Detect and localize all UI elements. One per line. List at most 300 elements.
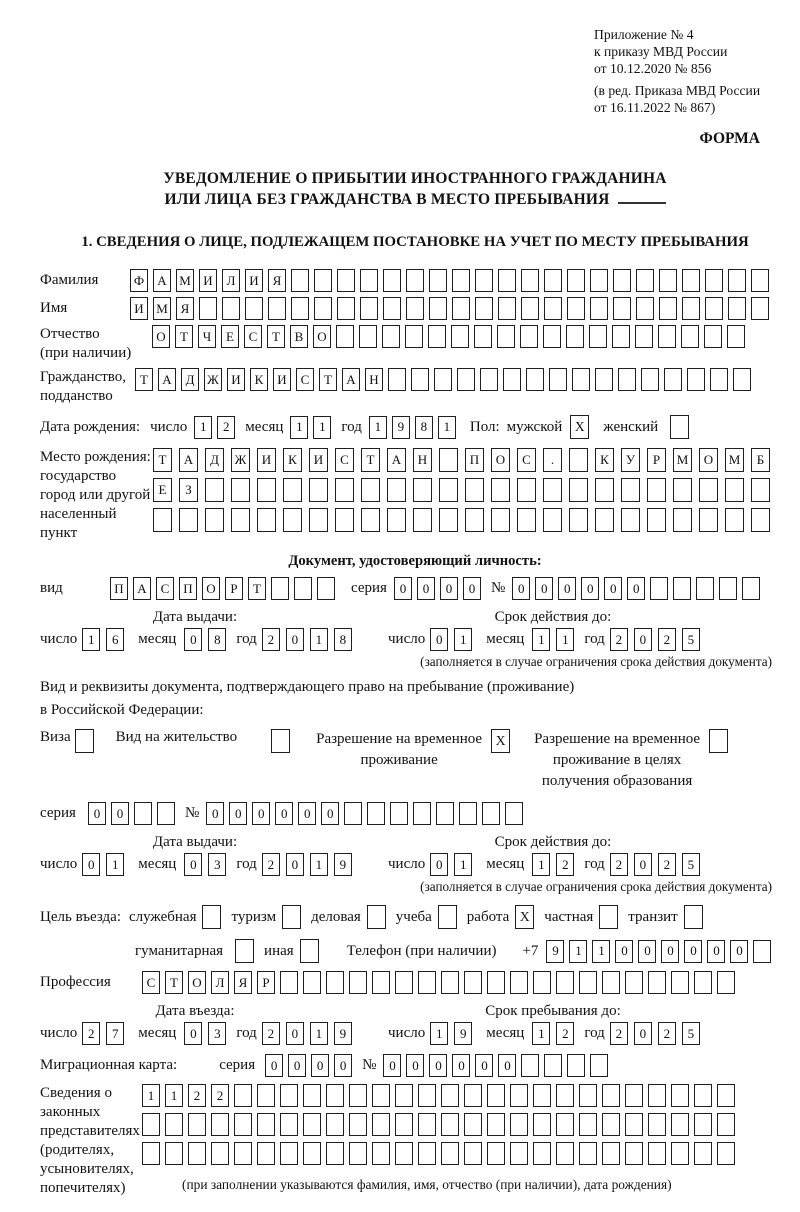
char-cell[interactable]: 1 [438, 416, 456, 439]
char-cell[interactable] [659, 269, 677, 292]
char-cell[interactable] [211, 1113, 229, 1136]
char-cell[interactable] [590, 269, 608, 292]
char-cell[interactable]: И [227, 368, 245, 391]
char-cell[interactable] [625, 971, 643, 994]
char-cell[interactable]: 1 [532, 1022, 550, 1045]
char-cell[interactable]: 0 [512, 577, 530, 600]
char-cell[interactable] [673, 508, 692, 532]
char-cell[interactable] [505, 802, 523, 825]
purpose-work-checkbox[interactable]: X [515, 905, 534, 929]
char-cell[interactable] [602, 1113, 620, 1136]
char-cell[interactable] [280, 971, 298, 994]
char-cell[interactable]: П [179, 577, 197, 600]
char-cell[interactable] [491, 478, 510, 502]
char-cell[interactable] [613, 297, 631, 320]
char-cell[interactable] [717, 1142, 735, 1165]
char-cell[interactable]: 0 [707, 940, 725, 963]
char-cell[interactable]: Я [268, 269, 286, 292]
char-cell[interactable] [556, 1113, 574, 1136]
gender-female-checkbox[interactable] [670, 415, 689, 439]
char-cell[interactable] [429, 269, 447, 292]
char-cell[interactable] [418, 1113, 436, 1136]
char-cell[interactable]: 0 [321, 802, 339, 825]
char-cell[interactable] [337, 269, 355, 292]
char-cell[interactable] [569, 448, 588, 472]
char-cell[interactable] [257, 1084, 275, 1107]
char-cell[interactable] [309, 478, 328, 502]
char-cell[interactable]: Р [647, 448, 666, 472]
char-cell[interactable] [648, 1142, 666, 1165]
char-cell[interactable] [602, 1142, 620, 1165]
char-cell[interactable]: 0 [298, 802, 316, 825]
char-cell[interactable] [705, 297, 723, 320]
char-cell[interactable]: 8 [415, 416, 433, 439]
char-cell[interactable]: 0 [684, 940, 702, 963]
char-cell[interactable] [205, 478, 224, 502]
char-cell[interactable]: 1 [592, 940, 610, 963]
char-cell[interactable] [625, 1113, 643, 1136]
char-cell[interactable] [360, 269, 378, 292]
char-cell[interactable]: А [153, 269, 171, 292]
char-cell[interactable] [475, 297, 493, 320]
char-cell[interactable] [314, 269, 332, 292]
char-cell[interactable]: 0 [82, 853, 100, 876]
char-cell[interactable]: 0 [634, 628, 652, 651]
char-cell[interactable] [406, 297, 424, 320]
char-cell[interactable]: 2 [82, 1022, 100, 1045]
char-cell[interactable] [142, 1142, 160, 1165]
char-cell[interactable] [464, 971, 482, 994]
char-cell[interactable]: 7 [106, 1022, 124, 1045]
purpose-study-checkbox[interactable] [438, 905, 457, 929]
char-cell[interactable]: 9 [334, 853, 352, 876]
char-cell[interactable] [413, 508, 432, 532]
purpose-private-checkbox[interactable] [599, 905, 618, 929]
char-cell[interactable]: Р [257, 971, 275, 994]
char-cell[interactable]: 0 [730, 940, 748, 963]
char-cell[interactable] [179, 508, 198, 532]
char-cell[interactable] [361, 478, 380, 502]
char-cell[interactable] [520, 325, 538, 348]
char-cell[interactable] [618, 368, 636, 391]
char-cell[interactable]: 1 [313, 416, 331, 439]
char-cell[interactable] [411, 368, 429, 391]
char-cell[interactable]: У [621, 448, 640, 472]
char-cell[interactable] [336, 325, 354, 348]
char-cell[interactable]: 9 [546, 940, 564, 963]
char-cell[interactable]: 0 [661, 940, 679, 963]
char-cell[interactable] [687, 368, 705, 391]
char-cell[interactable]: 2 [610, 628, 628, 651]
char-cell[interactable]: 9 [392, 416, 410, 439]
purpose-tourism-checkbox[interactable] [282, 905, 301, 929]
char-cell[interactable]: 1 [310, 853, 328, 876]
char-cell[interactable] [556, 971, 574, 994]
char-cell[interactable] [349, 1084, 367, 1107]
char-cell[interactable] [544, 297, 562, 320]
char-cell[interactable] [526, 368, 544, 391]
char-cell[interactable]: П [110, 577, 128, 600]
char-cell[interactable] [498, 269, 516, 292]
char-cell[interactable]: 0 [184, 853, 202, 876]
char-cell[interactable] [579, 971, 597, 994]
char-cell[interactable] [344, 802, 362, 825]
char-cell[interactable]: Л [211, 971, 229, 994]
char-cell[interactable]: Ф [130, 269, 148, 292]
char-cell[interactable]: Е [153, 478, 172, 502]
char-cell[interactable] [459, 802, 477, 825]
char-cell[interactable] [664, 368, 682, 391]
char-cell[interactable] [595, 478, 614, 502]
char-cell[interactable] [326, 971, 344, 994]
char-cell[interactable] [648, 971, 666, 994]
char-cell[interactable]: К [283, 448, 302, 472]
char-cell[interactable]: С [142, 971, 160, 994]
char-cell[interactable]: 0 [394, 577, 412, 600]
char-cell[interactable] [395, 1084, 413, 1107]
char-cell[interactable]: 1 [165, 1084, 183, 1107]
char-cell[interactable] [271, 577, 289, 600]
char-cell[interactable] [699, 508, 718, 532]
char-cell[interactable] [257, 478, 276, 502]
char-cell[interactable]: 2 [262, 1022, 280, 1045]
char-cell[interactable]: 9 [454, 1022, 472, 1045]
char-cell[interactable]: . [543, 448, 562, 472]
char-cell[interactable]: О [152, 325, 170, 348]
char-cell[interactable] [283, 478, 302, 502]
char-cell[interactable] [635, 325, 653, 348]
char-cell[interactable] [464, 1113, 482, 1136]
char-cell[interactable]: Н [413, 448, 432, 472]
char-cell[interactable]: Л [222, 269, 240, 292]
char-cell[interactable]: 1 [454, 853, 472, 876]
char-cell[interactable] [487, 1142, 505, 1165]
char-cell[interactable]: 1 [569, 940, 587, 963]
char-cell[interactable]: 1 [82, 628, 100, 651]
char-cell[interactable] [464, 1084, 482, 1107]
char-cell[interactable] [753, 940, 771, 963]
char-cell[interactable]: 2 [556, 1022, 574, 1045]
char-cell[interactable] [556, 1084, 574, 1107]
char-cell[interactable]: К [595, 448, 614, 472]
char-cell[interactable] [231, 508, 250, 532]
char-cell[interactable]: 2 [262, 628, 280, 651]
char-cell[interactable]: А [133, 577, 151, 600]
char-cell[interactable]: Ж [204, 368, 222, 391]
char-cell[interactable]: 0 [615, 940, 633, 963]
char-cell[interactable] [681, 325, 699, 348]
char-cell[interactable] [234, 1142, 252, 1165]
char-cell[interactable] [510, 1084, 528, 1107]
char-cell[interactable]: О [202, 577, 220, 600]
char-cell[interactable]: Я [234, 971, 252, 994]
char-cell[interactable] [436, 802, 454, 825]
char-cell[interactable] [349, 1142, 367, 1165]
char-cell[interactable] [696, 577, 714, 600]
char-cell[interactable] [498, 297, 516, 320]
purpose-other-checkbox[interactable] [300, 939, 319, 963]
char-cell[interactable] [153, 508, 172, 532]
char-cell[interactable] [395, 971, 413, 994]
char-cell[interactable] [457, 368, 475, 391]
char-cell[interactable] [733, 368, 751, 391]
char-cell[interactable] [641, 368, 659, 391]
char-cell[interactable] [314, 297, 332, 320]
char-cell[interactable] [682, 297, 700, 320]
char-cell[interactable] [579, 1113, 597, 1136]
char-cell[interactable]: Д [205, 448, 224, 472]
char-cell[interactable] [659, 297, 677, 320]
char-cell[interactable] [429, 297, 447, 320]
char-cell[interactable] [533, 1084, 551, 1107]
char-cell[interactable] [602, 1084, 620, 1107]
char-cell[interactable]: 1 [142, 1084, 160, 1107]
char-cell[interactable] [621, 508, 640, 532]
char-cell[interactable] [491, 508, 510, 532]
char-cell[interactable]: М [153, 297, 171, 320]
char-cell[interactable] [360, 297, 378, 320]
char-cell[interactable]: И [309, 448, 328, 472]
char-cell[interactable]: Т [319, 368, 337, 391]
char-cell[interactable] [590, 297, 608, 320]
char-cell[interactable] [245, 297, 263, 320]
char-cell[interactable]: М [725, 448, 744, 472]
char-cell[interactable] [751, 508, 770, 532]
char-cell[interactable]: 5 [682, 628, 700, 651]
char-cell[interactable] [280, 1142, 298, 1165]
char-cell[interactable] [291, 297, 309, 320]
char-cell[interactable] [569, 478, 588, 502]
char-cell[interactable] [704, 325, 722, 348]
char-cell[interactable] [612, 325, 630, 348]
char-cell[interactable] [572, 368, 590, 391]
char-cell[interactable] [566, 325, 584, 348]
char-cell[interactable] [647, 508, 666, 532]
char-cell[interactable]: 0 [184, 1022, 202, 1045]
temp-permit-checkbox[interactable]: X [491, 729, 510, 753]
char-cell[interactable] [303, 1113, 321, 1136]
char-cell[interactable]: 1 [369, 416, 387, 439]
char-cell[interactable] [475, 269, 493, 292]
char-cell[interactable] [567, 1054, 585, 1077]
char-cell[interactable]: И [245, 269, 263, 292]
char-cell[interactable]: 0 [627, 577, 645, 600]
char-cell[interactable]: 0 [286, 1022, 304, 1045]
char-cell[interactable] [590, 1054, 608, 1077]
char-cell[interactable] [349, 971, 367, 994]
char-cell[interactable] [452, 297, 470, 320]
char-cell[interactable]: 2 [556, 853, 574, 876]
char-cell[interactable]: О [491, 448, 510, 472]
char-cell[interactable] [621, 478, 640, 502]
char-cell[interactable]: Т [135, 368, 153, 391]
char-cell[interactable]: 5 [682, 853, 700, 876]
char-cell[interactable] [439, 448, 458, 472]
char-cell[interactable]: 0 [275, 802, 293, 825]
char-cell[interactable] [648, 1084, 666, 1107]
char-cell[interactable]: 0 [111, 802, 129, 825]
char-cell[interactable]: А [179, 448, 198, 472]
char-cell[interactable] [751, 297, 769, 320]
char-cell[interactable] [751, 478, 770, 502]
char-cell[interactable] [451, 325, 469, 348]
char-cell[interactable] [569, 508, 588, 532]
char-cell[interactable] [142, 1113, 160, 1136]
char-cell[interactable]: А [342, 368, 360, 391]
char-cell[interactable] [294, 577, 312, 600]
char-cell[interactable] [717, 1113, 735, 1136]
char-cell[interactable] [579, 1084, 597, 1107]
char-cell[interactable]: 3 [208, 853, 226, 876]
char-cell[interactable]: 2 [211, 1084, 229, 1107]
char-cell[interactable] [694, 1113, 712, 1136]
char-cell[interactable] [303, 1142, 321, 1165]
char-cell[interactable] [349, 1113, 367, 1136]
char-cell[interactable]: О [313, 325, 331, 348]
char-cell[interactable] [517, 478, 536, 502]
char-cell[interactable] [487, 1084, 505, 1107]
char-cell[interactable] [165, 1142, 183, 1165]
char-cell[interactable]: 2 [658, 628, 676, 651]
char-cell[interactable] [441, 1113, 459, 1136]
char-cell[interactable] [647, 478, 666, 502]
char-cell[interactable]: 0 [581, 577, 599, 600]
char-cell[interactable] [395, 1113, 413, 1136]
char-cell[interactable]: 0 [286, 853, 304, 876]
char-cell[interactable] [418, 1084, 436, 1107]
char-cell[interactable] [625, 1084, 643, 1107]
char-cell[interactable]: 1 [310, 628, 328, 651]
char-cell[interactable] [257, 508, 276, 532]
char-cell[interactable] [549, 368, 567, 391]
char-cell[interactable]: П [465, 448, 484, 472]
char-cell[interactable]: Д [181, 368, 199, 391]
char-cell[interactable] [309, 508, 328, 532]
purpose-commercial-checkbox[interactable] [367, 905, 386, 929]
char-cell[interactable] [335, 478, 354, 502]
char-cell[interactable] [595, 368, 613, 391]
purpose-transit-checkbox[interactable] [684, 905, 703, 929]
char-cell[interactable]: Т [248, 577, 266, 600]
char-cell[interactable] [428, 325, 446, 348]
char-cell[interactable] [234, 1113, 252, 1136]
char-cell[interactable]: С [335, 448, 354, 472]
char-cell[interactable] [579, 1142, 597, 1165]
char-cell[interactable]: 0 [206, 802, 224, 825]
char-cell[interactable] [372, 1113, 390, 1136]
char-cell[interactable] [188, 1113, 206, 1136]
char-cell[interactable] [317, 577, 335, 600]
char-cell[interactable] [533, 1142, 551, 1165]
char-cell[interactable]: 0 [88, 802, 106, 825]
char-cell[interactable] [487, 971, 505, 994]
char-cell[interactable] [613, 269, 631, 292]
char-cell[interactable]: С [244, 325, 262, 348]
char-cell[interactable]: 1 [106, 853, 124, 876]
char-cell[interactable]: 2 [610, 853, 628, 876]
char-cell[interactable]: 0 [311, 1054, 329, 1077]
char-cell[interactable]: 1 [532, 628, 550, 651]
char-cell[interactable] [382, 325, 400, 348]
char-cell[interactable] [268, 297, 286, 320]
char-cell[interactable]: С [296, 368, 314, 391]
char-cell[interactable] [303, 971, 321, 994]
char-cell[interactable]: 3 [208, 1022, 226, 1045]
char-cell[interactable] [556, 1142, 574, 1165]
char-cell[interactable] [441, 1084, 459, 1107]
char-cell[interactable]: 1 [310, 1022, 328, 1045]
char-cell[interactable]: Я [176, 297, 194, 320]
char-cell[interactable] [280, 1084, 298, 1107]
char-cell[interactable] [257, 1113, 275, 1136]
char-cell[interactable] [434, 368, 452, 391]
char-cell[interactable] [165, 1113, 183, 1136]
char-cell[interactable] [439, 508, 458, 532]
char-cell[interactable]: И [273, 368, 291, 391]
char-cell[interactable] [510, 1142, 528, 1165]
char-cell[interactable] [719, 577, 737, 600]
char-cell[interactable]: Т [165, 971, 183, 994]
char-cell[interactable]: Н [365, 368, 383, 391]
char-cell[interactable] [717, 1084, 735, 1107]
char-cell[interactable] [474, 325, 492, 348]
char-cell[interactable] [395, 1142, 413, 1165]
char-cell[interactable] [567, 269, 585, 292]
char-cell[interactable] [303, 1084, 321, 1107]
visa-checkbox[interactable] [75, 729, 94, 753]
char-cell[interactable] [222, 297, 240, 320]
char-cell[interactable]: 0 [383, 1054, 401, 1077]
char-cell[interactable]: 1 [532, 853, 550, 876]
char-cell[interactable] [648, 1113, 666, 1136]
char-cell[interactable]: 5 [682, 1022, 700, 1045]
char-cell[interactable] [441, 1142, 459, 1165]
char-cell[interactable]: 0 [265, 1054, 283, 1077]
char-cell[interactable] [521, 297, 539, 320]
char-cell[interactable] [418, 1142, 436, 1165]
char-cell[interactable] [231, 478, 250, 502]
char-cell[interactable] [359, 325, 377, 348]
char-cell[interactable] [650, 577, 668, 600]
char-cell[interactable]: С [156, 577, 174, 600]
char-cell[interactable] [388, 368, 406, 391]
char-cell[interactable] [405, 325, 423, 348]
char-cell[interactable]: 0 [334, 1054, 352, 1077]
char-cell[interactable] [503, 368, 521, 391]
char-cell[interactable]: Б [751, 448, 770, 472]
char-cell[interactable]: 0 [604, 577, 622, 600]
char-cell[interactable] [205, 508, 224, 532]
char-cell[interactable] [521, 269, 539, 292]
char-cell[interactable] [157, 802, 175, 825]
char-cell[interactable]: 0 [430, 853, 448, 876]
char-cell[interactable] [390, 802, 408, 825]
char-cell[interactable]: 0 [634, 1022, 652, 1045]
char-cell[interactable]: И [130, 297, 148, 320]
char-cell[interactable] [383, 269, 401, 292]
char-cell[interactable] [725, 478, 744, 502]
char-cell[interactable] [717, 971, 735, 994]
char-cell[interactable] [283, 508, 302, 532]
char-cell[interactable] [694, 971, 712, 994]
char-cell[interactable] [727, 325, 745, 348]
char-cell[interactable] [589, 325, 607, 348]
char-cell[interactable] [682, 269, 700, 292]
char-cell[interactable] [326, 1113, 344, 1136]
char-cell[interactable]: Р [225, 577, 243, 600]
char-cell[interactable] [413, 802, 431, 825]
char-cell[interactable] [441, 971, 459, 994]
